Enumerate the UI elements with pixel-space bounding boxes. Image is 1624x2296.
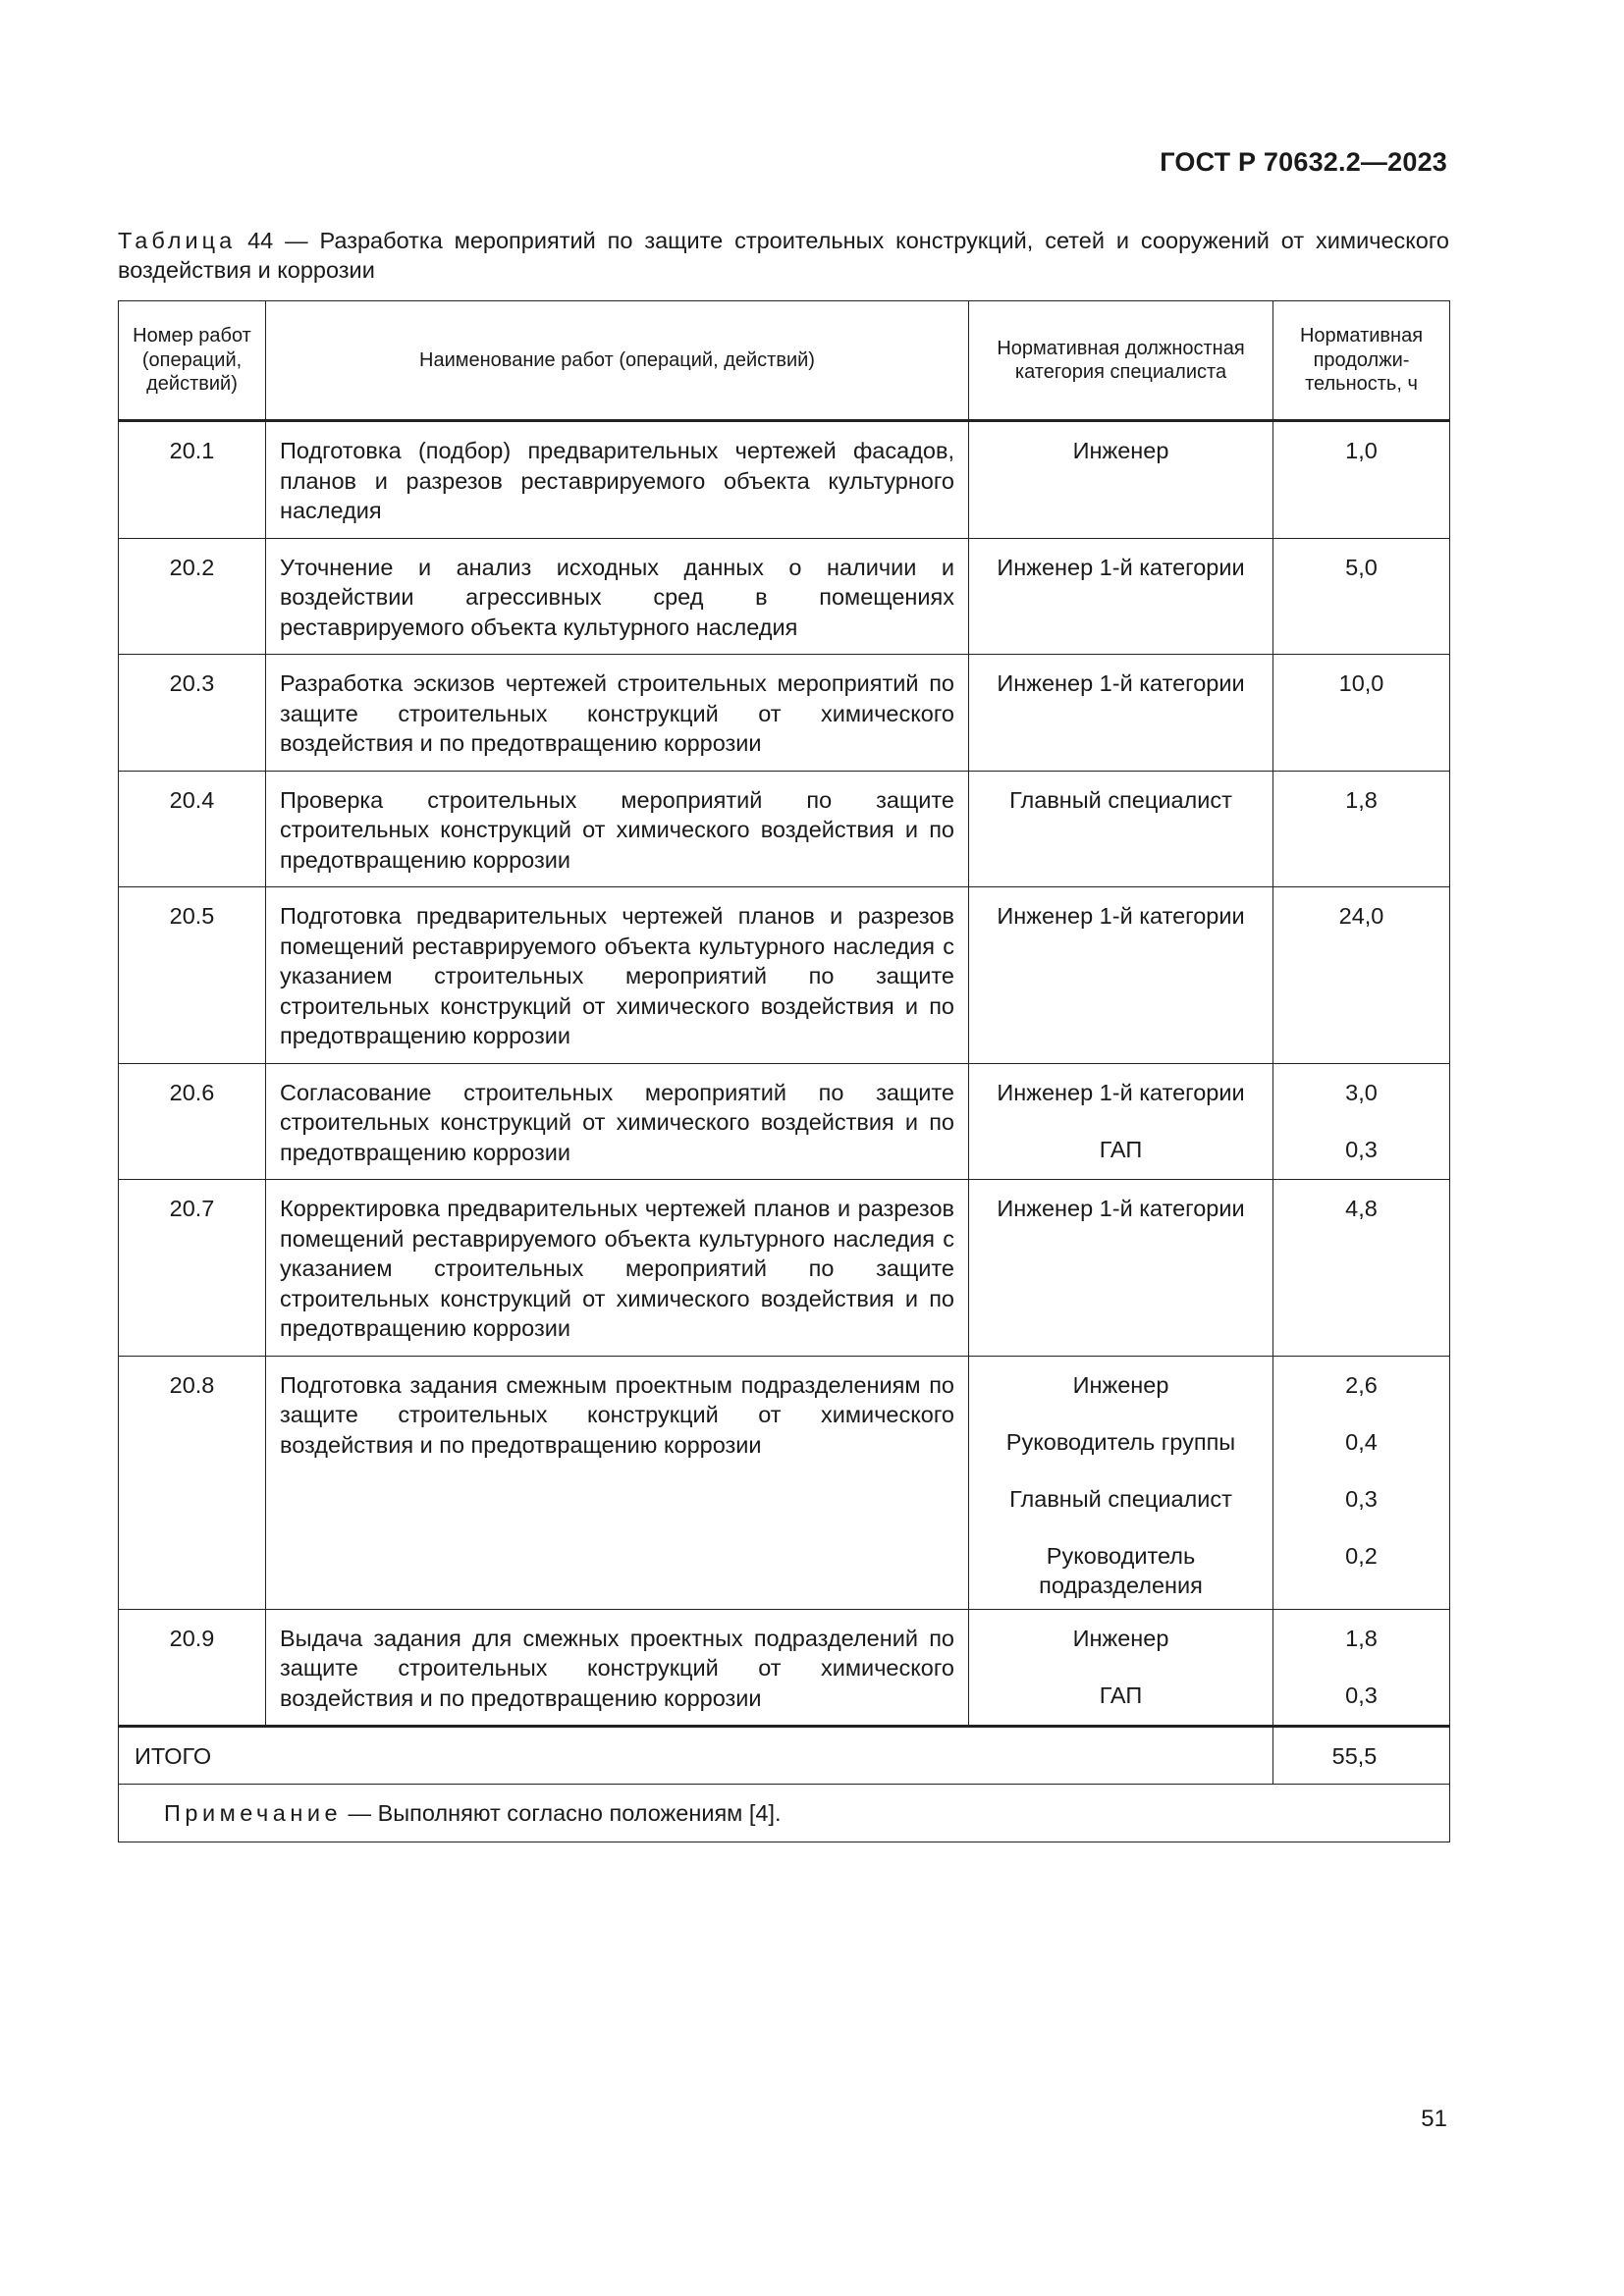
category-item: Инженер [1072, 438, 1169, 463]
row-num: 20.2 [119, 538, 266, 655]
table-caption-label: Таблица [118, 228, 237, 253]
table-row [119, 1180, 1450, 1357]
standard-code: ГОСТ Р 70632.2—2023 [1160, 147, 1447, 177]
duration-item: 10,0 [1338, 670, 1384, 696]
duration-item: 0,4 [1345, 1428, 1378, 1455]
table-row [119, 421, 1450, 539]
row-num: 20.5 [119, 887, 266, 1064]
duration-item: 5,0 [1345, 554, 1378, 580]
row-category [969, 887, 1273, 1064]
row-work-name: Корректировка предварительных чертежей планов и разрезов помещений реставрируемого объекта культурного наследия с указанием строительных мероприятий по защите строительных конструкций от химического воздействия и по предотвращению коррозии [266, 1180, 969, 1357]
row-category [969, 771, 1273, 887]
table-caption-text: 44 — Разработка мероприятий по защите строительных конструкций, сетей и сооружений от химического воздействия и коррозии [118, 228, 1449, 283]
table-caption [118, 226, 1449, 285]
category-item: Руководитель подразделения [1039, 1542, 1203, 1598]
total-label: ИТОГО [119, 1727, 1273, 1785]
row-category [969, 1180, 1273, 1357]
note-text: — Выполняют согласно положениям [4]. [342, 1799, 782, 1826]
row-work-name: Разработка эскизов чертежей строительных мероприятий по защите строительных конструкций от химического воздействия и по предотвращению коррозии [266, 655, 969, 772]
duration-item: 3,0 [1345, 1079, 1378, 1105]
category-item: Инженер 1-й категории [997, 903, 1245, 929]
table-row [119, 1609, 1450, 1727]
duration-item: 24,0 [1338, 903, 1384, 929]
category-item: Инженер 1-й категории [997, 554, 1245, 580]
header-duration: Нормативная продолжи-тельность, ч [1273, 301, 1450, 421]
duration-item: 1,8 [1345, 1625, 1378, 1651]
row-category [969, 1063, 1273, 1180]
row-work-name: Подготовка задания смежным проектным подразделениям по защите строительных конструкций от химического воздействия и по предотвращению коррозии [266, 1356, 969, 1609]
total-row [119, 1727, 1450, 1785]
duration-item: 2,6 [1345, 1371, 1378, 1398]
category-item: ГАП [1099, 1136, 1143, 1162]
table-note [119, 1784, 1450, 1842]
table-header-row [119, 301, 1450, 421]
row-category [969, 1356, 1273, 1609]
category-item: Инженер 1-й категории [997, 1196, 1245, 1221]
header-category: Нормативная должностная категория специалиста [969, 301, 1273, 421]
row-num: 20.7 [119, 1180, 266, 1357]
category-item: ГАП [1099, 1682, 1143, 1708]
row-num: 20.1 [119, 421, 266, 539]
note-row [119, 1784, 1450, 1842]
row-duration [1273, 421, 1450, 539]
total-value: 55,5 [1273, 1727, 1450, 1785]
row-category [969, 421, 1273, 539]
duration-item: 1,0 [1345, 438, 1378, 463]
duration-item: 4,8 [1345, 1196, 1378, 1221]
row-duration [1273, 1180, 1450, 1357]
note-label: Примечание [164, 1799, 343, 1826]
category-item: Инженер 1-й категории [997, 1079, 1245, 1105]
row-work-name: Проверка строительных мероприятий по защите строительных конструкций от химического воздействия и по предотвращению коррозии [266, 771, 969, 887]
row-duration [1273, 655, 1450, 772]
row-num: 20.4 [119, 771, 266, 887]
category-item: Главный специалист [1009, 1485, 1232, 1512]
row-duration [1273, 1356, 1450, 1609]
table-row [119, 887, 1450, 1064]
category-item: Руководитель группы [1005, 1428, 1236, 1455]
table-row [119, 538, 1450, 655]
row-duration [1273, 771, 1450, 887]
row-num: 20.3 [119, 655, 266, 772]
row-num: 20.8 [119, 1356, 266, 1609]
row-duration [1273, 538, 1450, 655]
table-row [119, 655, 1450, 772]
category-item: Инженер 1-й категории [997, 670, 1245, 696]
row-category [969, 538, 1273, 655]
category-item: Инженер [1072, 1371, 1169, 1398]
row-num: 20.9 [119, 1609, 266, 1727]
duration-item: 0,2 [1345, 1542, 1378, 1569]
row-duration [1273, 887, 1450, 1064]
row-duration [1273, 1063, 1450, 1180]
works-table [118, 300, 1450, 1842]
table-row [119, 771, 1450, 887]
duration-item: 1,8 [1345, 786, 1378, 813]
row-num: 20.6 [119, 1063, 266, 1180]
header-name: Наименование работ (операций, действий) [266, 301, 969, 421]
row-duration [1273, 1609, 1450, 1727]
category-item: Инженер [1072, 1625, 1169, 1651]
duration-item: 0,3 [1345, 1682, 1378, 1708]
header-num: Номер работ (операций, действий) [119, 301, 266, 421]
row-work-name: Подготовка предварительных чертежей планов и разрезов помещений реставрируемого объекта культурного наследия с указанием строительных мероприятий по защите строительных конструкций от химического воздействия и по предотвращению коррозии [266, 887, 969, 1064]
row-category [969, 1609, 1273, 1727]
row-work-name: Подготовка (подбор) предварительных чертежей фасадов, планов и разрезов реставрируемого объекта культурного наследия [266, 421, 969, 539]
duration-item: 0,3 [1345, 1136, 1378, 1162]
table-row [119, 1356, 1450, 1609]
row-work-name: Выдача задания для смежных проектных подразделений по защите строительных конструкций от химического воздействия и по предотвращению коррозии [266, 1609, 969, 1727]
row-category [969, 655, 1273, 772]
category-item: Главный специалист [1009, 786, 1232, 813]
row-work-name: Уточнение и анализ исходных данных о наличии и воздействии агрессивных сред в помещениях реставрируемого объекта культурного наследия [266, 538, 969, 655]
page-number: 51 [1421, 2106, 1447, 2132]
duration-item: 0,3 [1345, 1485, 1378, 1512]
table-row [119, 1063, 1450, 1180]
row-work-name: Согласование строительных мероприятий по защите строительных конструкций от химического воздействия и по предотвращению коррозии [266, 1063, 969, 1180]
